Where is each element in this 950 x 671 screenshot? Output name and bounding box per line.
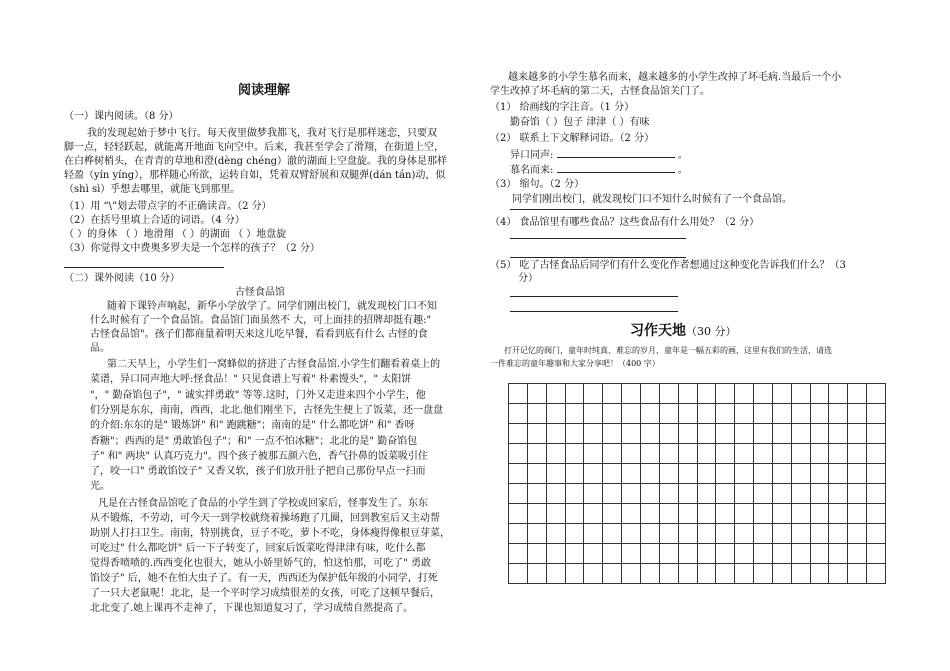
grid-cell[interactable] [528,544,547,564]
grid-cell[interactable] [660,484,679,504]
answer-line-4a[interactable] [510,238,686,239]
grid-cell[interactable] [641,504,660,524]
grid-cell[interactable] [566,444,585,464]
writing-prompt-line: 一件难忘的童年趣事和大家分享吧！（400 字） [490,359,660,368]
grid-cell[interactable] [848,504,867,524]
grid-cell[interactable] [584,464,603,484]
grid-cell[interactable] [773,564,792,584]
grid-cell[interactable] [811,564,830,584]
passage-2-line: "，" 勤奋馅包子"，" 诚实拌勇敢" 等等.这时，门外又走进来四个小学生，他 [90,390,426,401]
grid-cell[interactable] [848,404,867,424]
passage-2-line: 香糖"；西西的是" 勇敢馅包子"；和" 一点不怕冰糖"；北北的是" 勤奋馅包 [90,436,418,447]
grid-cell[interactable] [622,484,641,504]
grid-cell[interactable] [716,564,735,584]
grid-cell[interactable] [547,424,566,444]
grid-cell[interactable] [660,424,679,444]
passage-2-line: 了，咬一口" 勇敢馅饺子" 又香又软，孩子们放开肚子把自己那份早点一扫而 [90,466,426,477]
grid-cell[interactable] [735,564,754,584]
right-question-4: （4） 食品馆里有哪些食品？这些食品有什么用处？（2 分） [490,217,760,228]
grid-cell[interactable] [679,464,698,484]
grid-cell[interactable] [622,424,641,444]
question-1-1: （1）用 “\”划去带点字的不正确读音。（2 分） [64,201,272,212]
grid-cell[interactable] [848,484,867,504]
answer-line-5a[interactable] [510,296,678,297]
grid-cell[interactable] [792,424,811,444]
grid-cell[interactable] [547,444,566,464]
grid-cell[interactable] [528,524,547,544]
grid-cell[interactable] [584,444,603,464]
grid-cell[interactable] [811,484,830,504]
grid-cell[interactable] [754,504,773,524]
grid-cell[interactable] [566,504,585,524]
grid-cell[interactable] [622,504,641,524]
grid-cell[interactable] [584,564,603,584]
grid-cell[interactable] [566,564,585,584]
grid-cell[interactable] [603,404,622,424]
grid-cell[interactable] [547,524,566,544]
grid-cell[interactable] [829,524,848,544]
grid-cell[interactable] [848,524,867,544]
grid-cell[interactable] [792,564,811,584]
grid-cell[interactable] [641,464,660,484]
grid-cell[interactable] [811,384,830,404]
grid-cell[interactable] [547,564,566,584]
passage-2-line: 古怪食品馆"。孩子们都商量着明天来这儿吃早餐，看看到底有什么 古怪的食 [90,329,428,340]
grid-cell[interactable] [566,484,585,504]
grid-cell[interactable] [811,544,830,564]
grid-cell[interactable] [829,404,848,424]
answer-line-4b[interactable] [510,257,686,258]
writing-prompt-line: 打开记忆的阀门，童年时纯真、难忘的岁月，童年是一幅五彩的画，这里有我们的生活，请选 [504,346,832,355]
grid-cell[interactable] [773,444,792,464]
question-2a-label: 异口同声: [510,150,554,161]
grid-cell[interactable] [773,544,792,564]
writing-score: （30 分） [686,325,737,338]
grid-cell[interactable] [754,444,773,464]
grid-cell[interactable] [528,504,547,524]
writing-title: 习作天地 [630,323,686,339]
grid-cell[interactable] [528,404,547,424]
grid-cell[interactable] [660,384,679,404]
grid-cell[interactable] [735,384,754,404]
grid-cell[interactable] [679,504,698,524]
grid-cell[interactable] [773,424,792,444]
grid-cell[interactable] [829,444,848,464]
grid-cell[interactable] [773,384,792,404]
grid-cell[interactable] [811,524,830,544]
page-title: 阅读理解 [238,83,291,98]
grid-cell[interactable] [735,424,754,444]
grid-cell[interactable] [641,544,660,564]
answer-line-3[interactable] [510,209,670,210]
grid-cell[interactable] [679,564,698,584]
grid-cell[interactable] [641,444,660,464]
grid-cell[interactable] [792,404,811,424]
grid-cell[interactable] [622,384,641,404]
grid-cell[interactable] [509,444,528,464]
passage-2-line: 子" 和" 两块" 认真巧克力"。四个孩子被那五颜六色，香气扑鼻的饭菜吸引住 [90,451,428,462]
grid-cell[interactable] [641,484,660,504]
grid-cell[interactable] [547,504,566,524]
grid-cell[interactable] [566,524,585,544]
grid-cell[interactable] [566,464,585,484]
grid-cell[interactable] [584,404,603,424]
grid-cell[interactable] [603,564,622,584]
passage-2-line: 随着下课铃声响起，新华小学放学了。同学们刚出校门，就发现校门口不知 [107,301,437,312]
grid-cell[interactable] [641,404,660,424]
grid-cell[interactable] [566,424,585,444]
passage-2-line: 了一只大老鼠呢！北北，是一个平时学习成绩很差的女孩，可吃了这顿早餐后， [90,588,440,599]
passage-2-line: 什么时候有了一个食品馆。食品馆门面虽然不 大，可上面挂的招牌却挺有趣:" [90,315,432,326]
grid-cell[interactable] [716,464,735,484]
grid-cell[interactable] [829,384,848,404]
grid-cell[interactable] [603,524,622,544]
grid-cell[interactable] [848,384,867,404]
grid-cell[interactable] [792,544,811,564]
grid-cell[interactable] [679,444,698,464]
grid-cell[interactable] [641,424,660,444]
grid-cell[interactable] [547,384,566,404]
grid-cell[interactable] [603,384,622,404]
grid-cell[interactable] [829,484,848,504]
grid-cell[interactable] [528,444,547,464]
grid-cell[interactable] [622,524,641,544]
grid-cell[interactable] [509,404,528,424]
grid-cell[interactable] [792,444,811,464]
passage-2-line: 菜谱，异口同声地大呼:怪食品！" 只见食谱上写着" 朴素馒头"，" 太阳饼 [90,374,412,385]
grid-cell[interactable] [660,464,679,484]
grid-cell[interactable] [698,544,717,564]
question-1-3: （3）你觉得文中费奥多罗夫是一个怎样的孩子？（2 分） [64,243,320,254]
grid-cell[interactable] [660,524,679,544]
passage-end-line: 学生改掉了坏毛病的第二天，古怪食品馆关门了。 [490,86,710,97]
grid-cell[interactable] [754,524,773,544]
grid-cell[interactable] [735,524,754,544]
grid-cell[interactable] [867,544,886,564]
grid-cell[interactable] [735,504,754,524]
grid-cell[interactable] [848,444,867,464]
right-question-2: （2） 联系上下文解释词语。（2 分） [490,133,655,144]
grid-cell[interactable] [829,504,848,524]
passage-2-line: 凡是在古怪食品馆吃了食品的小学生到了学校或回家后，怪事发生了。东东 [98,498,428,509]
grid-cell[interactable] [716,404,735,424]
grid-cell[interactable] [716,444,735,464]
grid-cell[interactable] [660,404,679,424]
grid-cell[interactable] [773,504,792,524]
grid-cell[interactable] [754,424,773,444]
passage-1-line: （shì sì）乎想去哪里，就能飞到那里。 [64,184,241,195]
answer-line[interactable] [64,267,224,268]
grid-cell[interactable] [566,404,585,424]
grid-cell[interactable] [584,524,603,544]
passage-2-line: 们分别是东东，南南，西西，北北.他们刚坐下，古怪先生便上了饭菜，还一盘盘 [90,405,444,416]
grid-cell[interactable] [754,544,773,564]
passage-2-line: 品。 [90,343,110,354]
grid-cell[interactable] [547,484,566,504]
right-question-5: （5） 吃了古怪食品后同学们有什么变化作者想通过这种变化告诉我们什么？（3 [490,260,846,271]
grid-cell[interactable] [698,564,717,584]
passage-2-title: 古怪食品馆 [235,287,285,298]
grid-cell[interactable] [660,444,679,464]
grid-cell[interactable] [867,384,886,404]
grid-cell[interactable] [698,444,717,464]
grid-cell[interactable] [528,564,547,584]
grid-cell[interactable] [754,564,773,584]
grid-cell[interactable] [698,384,717,404]
passage-2-line: 第二天早上，小学生们一窝蜂似的挤进了古怪食品馆.小学生们翻看着桌上的 [107,359,441,370]
grid-cell[interactable] [867,404,886,424]
grid-cell[interactable] [735,484,754,504]
grid-cell[interactable] [660,544,679,564]
grid-cell[interactable] [603,464,622,484]
grid-cell[interactable] [735,464,754,484]
grid-cell[interactable] [584,484,603,504]
grid-cell[interactable] [754,464,773,484]
grid-cell[interactable] [566,384,585,404]
grid-cell[interactable] [848,564,867,584]
grid-cell[interactable] [622,464,641,484]
grid-cell[interactable] [754,404,773,424]
grid-cell[interactable] [773,484,792,504]
grid-cell[interactable] [829,544,848,564]
passage-2-line: 光。 [90,481,110,492]
grid-cell[interactable] [735,544,754,564]
grid-cell[interactable] [829,564,848,584]
passage-end-line: 越来越多的小学生慕名而来，越来越多的小学生改掉了坏毛病.当最后一个小 [508,72,842,83]
grid-cell[interactable] [698,424,717,444]
grid-cell[interactable] [735,404,754,424]
grid-cell[interactable] [811,404,830,424]
grid-cell[interactable] [566,544,585,564]
grid-cell[interactable] [603,484,622,504]
grid-cell[interactable] [679,424,698,444]
question-2b-period: 。 [677,165,688,176]
grid-cell[interactable] [509,424,528,444]
grid-cell[interactable] [867,484,886,504]
grid-cell[interactable] [848,424,867,444]
grid-cell[interactable] [773,524,792,544]
grid-cell[interactable] [509,544,528,564]
grid-cell[interactable] [698,524,717,544]
passage-2-line: 的介绍:东东的是" 锻炼饼" 和" 跑跳糖"；南南的是" 什么都吃饼" 和" 香呀 [90,420,415,431]
grid-cell[interactable] [792,464,811,484]
grid-cell[interactable] [716,504,735,524]
grid-cell[interactable] [584,424,603,444]
grid-cell[interactable] [528,484,547,504]
grid-cell[interactable] [754,384,773,404]
grid-cell[interactable] [716,544,735,564]
passage-2-line: 北北变了.她上课再不走神了，下课也知道复习了，学习成绩自然提高了。 [90,603,414,614]
grid-cell[interactable] [716,524,735,544]
grid-cell[interactable] [773,404,792,424]
grid-cell[interactable] [811,504,830,524]
right-question-3: （3） 缩句。（2 分） [490,179,585,190]
grid-cell[interactable] [867,524,886,544]
grid-cell[interactable] [679,544,698,564]
grid-cell[interactable] [698,504,717,524]
grid-cell[interactable] [641,524,660,544]
grid-cell[interactable] [603,504,622,524]
grid-cell[interactable] [622,404,641,424]
passage-1-line: 我的发现起始于梦中飞行。每天夜里做梦我都飞，我对飞行是那样迷恋，只要双 [87,128,437,139]
grid-cell[interactable] [660,564,679,584]
grid-cell[interactable] [716,384,735,404]
passage-2-line: 从不锻炼，不劳动，可今天一到学校就绕着操场跑了几圈，回到教室后又主动帮 [90,513,440,524]
composition-grid[interactable] [508,383,886,584]
grid-cell[interactable] [848,464,867,484]
grid-cell[interactable] [792,384,811,404]
grid-cell[interactable] [528,384,547,404]
grid-cell[interactable] [773,464,792,484]
grid-cell[interactable] [811,464,830,484]
question-1-2: （2）在括号里填上合适的词语。（4 分） [64,215,245,226]
grid-cell[interactable] [509,384,528,404]
right-question-1-words: 勤奋馅（ ）包子 津津（ ）有味 [510,117,650,128]
grid-cell[interactable] [547,404,566,424]
answer-blank-2a[interactable] [557,148,675,158]
passage-2-line: 可吃过" 什么都吃饼" 后一下子转变了，回家后饭菜吃得津津有味，吃什么都 [90,543,426,554]
grid-cell[interactable] [829,464,848,484]
grid-cell[interactable] [716,424,735,444]
grid-cell[interactable] [867,444,886,464]
grid-cell[interactable] [622,544,641,564]
grid-cell[interactable] [811,444,830,464]
right-question-3-text: 同学们刚出校门，就发现校门口不知什么时候有了一个食品馆。 [512,194,792,205]
grid-cell[interactable] [584,504,603,524]
grid-cell[interactable] [584,384,603,404]
section-1-heading: （一）课内阅读。（8 分） [64,111,179,122]
grid-cell[interactable] [679,384,698,404]
grid-cell[interactable] [584,544,603,564]
grid-cell[interactable] [660,504,679,524]
grid-cell[interactable] [848,544,867,564]
grid-cell[interactable] [641,564,660,584]
grid-cell[interactable] [547,464,566,484]
grid-cell[interactable] [867,464,886,484]
grid-cell[interactable] [528,424,547,444]
grid-cell[interactable] [679,524,698,544]
right-question-5-cont: 分） [518,273,538,284]
grid-cell[interactable] [509,484,528,504]
grid-cell[interactable] [698,484,717,504]
grid-cell[interactable] [603,424,622,444]
question-2a [510,148,688,162]
grid-cell[interactable] [641,384,660,404]
answer-blank-2b[interactable] [557,163,675,173]
grid-cell[interactable] [867,504,886,524]
writing-heading [630,320,737,340]
grid-cell[interactable] [867,424,886,444]
question-2b [510,163,688,177]
grid-cell[interactable] [528,464,547,484]
grid-cell[interactable] [829,424,848,444]
passage-1-line: 轻盈（yín yíng），那样随心所欲，运转自如，凭着双臂舒展和双腿弹(dán tán)动，似 [64,170,446,181]
grid-cell[interactable] [698,404,717,424]
grid-cell[interactable] [679,404,698,424]
grid-cell[interactable] [792,524,811,544]
grid-cell[interactable] [754,484,773,504]
grid-cell[interactable] [792,484,811,504]
grid-cell[interactable] [622,564,641,584]
grid-cell[interactable] [603,544,622,564]
grid-cell[interactable] [509,524,528,544]
question-2a-period: 。 [677,150,688,161]
answer-line-5b[interactable] [510,311,678,312]
grid-cell[interactable] [603,444,622,464]
grid-cell[interactable] [509,464,528,484]
grid-cell[interactable] [679,484,698,504]
right-question-1: （1） 给画线的字注音。（1 分） [490,102,635,113]
passage-2-line: 觉得香喷喷的.西西变化也很大，她从小娇里娇气的，怕这怕那，可吃了" 勇敢 [90,558,431,569]
grid-cell[interactable] [735,444,754,464]
question-2b-label: 慕名而来: [510,165,554,176]
grid-cell[interactable] [622,444,641,464]
passage-2-line: 助别人打扫卫生。南南，特别挑食，豆子不吃，萝卜不吃，身体瘦得像根豆芽菜， [90,528,450,539]
grid-cell[interactable] [509,564,528,584]
grid-cell[interactable] [509,504,528,524]
grid-cell[interactable] [716,484,735,504]
question-1-2-blanks: （ ）的身体 （ ）地滑翔 （ ）的湖面 （ ）地盘旋 [64,229,287,240]
grid-cell[interactable] [547,544,566,564]
section-2-heading: （二）课外阅读（10 分） [64,273,180,284]
grid-cell[interactable] [811,424,830,444]
passage-1-line: 在白桦树梢头，在青青的草地和澄(dèng chéng）澈的湖面上空盘旋。我的身体是那样 [64,156,448,167]
grid-cell[interactable] [698,464,717,484]
grid-cell[interactable] [792,504,811,524]
passage-2-line: 馅饺子" 后，她不在怕大虫子了。有一天，西西还为保护低年级的小同学，打死 [90,573,438,584]
grid-cell[interactable] [867,564,886,584]
passage-1-line: 脚一点，轻轻跃起，就能离开地面飞向空中。后来，我甚至学会了滑翔，在街道上空， [64,142,444,153]
